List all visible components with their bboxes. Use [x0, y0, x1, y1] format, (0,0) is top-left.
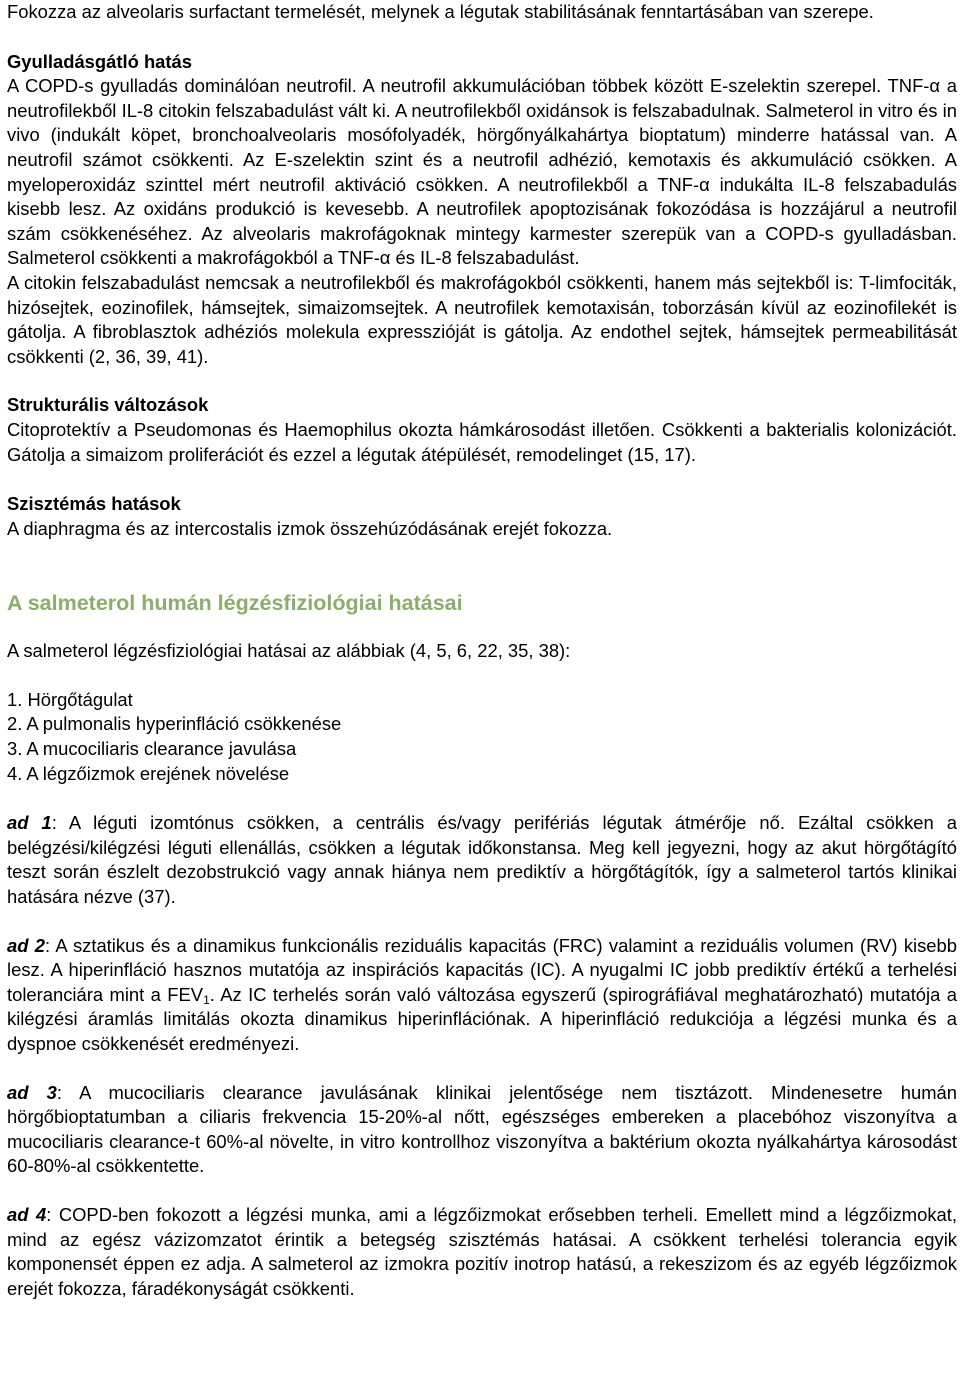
- ad2-label: ad 2: [7, 934, 45, 956]
- ad2-text-b: . Az IC terhelés során való változása egyszerű (spirográfiával meghatározható) mutatója a kilégzési áramlás limitálás okozta dinamikus hiperinflációnak. A hiperinfláció redukciója a légzési munka és a dyspnoe csökkenését eredményezi.: [7, 983, 957, 1054]
- ad2-paragraph: [7, 934, 957, 1057]
- structural-paragraph: Citoprotektív a Pseudomonas és Haemophilus okozta hámkárosodást illetően. Csökkenti a bakterialis kolonizációt. Gátolja a simaizom proliferációt és ezzel a légutak átépülését, remodelinget (15, 17).: [7, 418, 957, 465]
- ad2-text-a: : A sztatikus és a dinamikus funkcionális reziduális kapacitás (FRC) valamint a reziduális volumen (RV) kisebb lesz. A hiperinfláció hasznos mutatója az inspirációs kapacitás (IC). A nyugalmi IC jobb prediktív értékű a terhelési toleranciára mint a FEV: [7, 934, 957, 1005]
- effects-list: [7, 688, 957, 786]
- ad1-paragraph: [7, 811, 957, 909]
- antiinflammatory-heading: Gyulladásgátló hatás: [7, 50, 192, 72]
- ad4-text: : COPD-ben fokozott a légzési munka, ami a légzőizmokat erősebben terheli. Emellett mind a légzőizmokat, mind az egész vázizomzatot érintik a betegség szisztémás hatásai. A csökkent terhelési tolerancia egyik komponensét éppen ez adja. A salmeterol az izmokra pozitív inotrop hatású, a rekeszizom és az egyéb légzőizmok erejét fokozza, fáradékonyságát csökkenti.: [7, 1203, 957, 1299]
- fev-subscript: 1: [203, 992, 210, 1007]
- structural-section: [7, 393, 957, 467]
- list-item: 4. A légzőizmok erejének növelése: [7, 762, 290, 784]
- systemic-section: [7, 492, 957, 541]
- structural-heading: Strukturális változások: [7, 394, 209, 416]
- list-item: 1. Hörgőtágulat: [7, 688, 133, 710]
- ad4-label: ad 4: [7, 1203, 47, 1225]
- ad1-label: ad 1: [7, 812, 52, 834]
- antiinflammatory-paragraph-2: A citokin felszabadulást nemcsak a neutrofilekből és makrofágokból csökkenti, hanem más sejtekből is: T-limfociták, hizósejtek, eozinofilek, hámsejtek, simaizomsejtek. A neutrofilek kemotaxisán, toborzásán kívül az eozinofilekét is gátolja. A fibroblasztok adhéziós molekula expresszióját is gátolja. Az endothel sejtek, hámsejtek permeabilitását csökkenti (2, 36, 39, 41).: [7, 271, 957, 367]
- section-title: A salmeterol humán légzésfiziológiai hatásai: [7, 591, 463, 616]
- intro-paragraph: Fokozza az alveolaris surfactant termelését, melynek a légutak stabilitásának fenntartásában van szerepe.: [7, 1, 874, 22]
- antiinflammatory-section: [7, 50, 957, 370]
- antiinflammatory-paragraph-1: A COPD-s gyulladás dominálóan neutrofil. A neutrofil akkumulációban többek között E-szelektin szerepel. TNF-α a neutrofilekből IL-8 citokin felszabadulást vált ki. A neutrofilekből oxidánsok is felszabadulnak. Salmeterol in vitro és in vivo (indukált köpet, bronchoalveolaris mosófolyadék, hörgőnyálkahártya bioptatum) minderre hatással van. A neutrofil számot csökkenti. Az E-szelektin szint és a neutrofil adhézió, kemotaxis és akkumuláció csökken. A myeloperoxidáz szinttel mért neutrofil aktiváció csökken. A neutrofilekből a TNF-α indukálta IL-8 felszabadulás kisebb lesz. Az oxidáns produkció is kevesebb. A neutrofilek apoptozisának fokozódása is hozzájárul a neutrofil szám csökkenéséhez. Az alveolaris makrofágoknak mintegy karmester szerepük van a COPD-s gyulladásban. Salmeterol csökkenti a makrofágokból a TNF-α és IL-8 felszabadulást.: [7, 75, 957, 269]
- ad4-paragraph: [7, 1203, 957, 1301]
- document-page: [7, 0, 957, 1301]
- systemic-heading: Szisztémás hatások: [7, 493, 181, 515]
- ad3-label: ad 3: [7, 1081, 57, 1103]
- ad3-paragraph: [7, 1081, 957, 1179]
- systemic-paragraph: A diaphragma és az intercostalis izmok összehúzódásának erejét fokozza.: [7, 517, 613, 539]
- list-item: 3. A mucociliaris clearance javulása: [7, 738, 297, 760]
- ad3-text: : A mucociliaris clearance javulásának klinikai jelentősége nem tisztázott. Mindenesetre humán hörgőbioptatumban a ciliaris frekvencia 15-20%-al nőtt, egészséges embereken a placebóhoz viszonyítva a mucociliaris clearance-t 60%-al növelte, in vitro kontrollhoz viszonyítva a baktérium okozta nyálkahártya károsodást 60-80%-al csökkentette.: [7, 1081, 957, 1177]
- ad1-text: : A léguti izomtónus csökken, a centrális és/vagy perifériás légutak átmérője nő. Ezáltal csökken a belégzési/kilégzési léguti ellenállás, csökken a légutak időkonstansa. Meg kell jegyezni, hogy az akut hörgőtágító teszt során észlelt dezobstrukció vagy annak hiánya nem prediktív a hörgőtágítók, így a salmeterol tartós klinikai hatására nézve (37).: [7, 812, 957, 908]
- section-lead: A salmeterol légzésfiziológiai hatásai az alábbiak (4, 5, 6, 22, 35, 38):: [7, 640, 571, 662]
- list-item: 2. A pulmonalis hyperinfláció csökkenése: [7, 713, 342, 735]
